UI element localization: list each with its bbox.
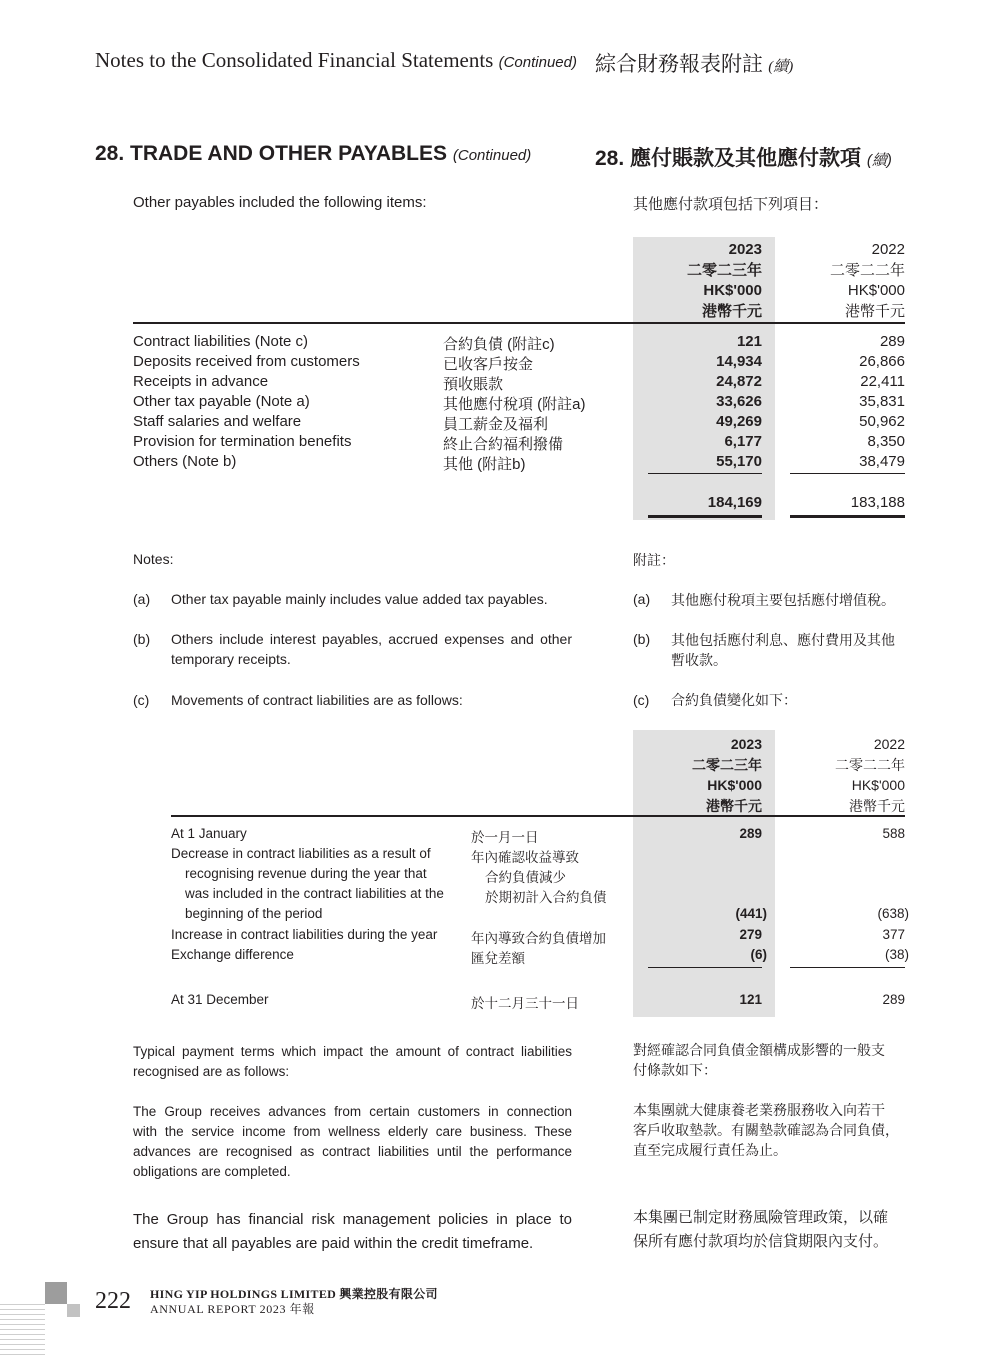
row-value-2023: 14,934 [716, 353, 762, 370]
advances-en-line1: The Group receives advances from certain customers in connection [133, 1104, 572, 1119]
footer-square-light [67, 1304, 80, 1317]
notes-heading-en: Notes: [133, 551, 174, 567]
footer-square-dark [45, 1282, 67, 1304]
table1-unit-2023-cn: 港幣千元 [701, 302, 762, 320]
terms-en-line1: Typical payment terms which impact the amount of contract liabilities [133, 1044, 572, 1059]
table2-at31dec-en: At 31 December [171, 992, 269, 1007]
table2-exchange-cn: 匯兌差額 [471, 951, 525, 966]
table2-year-2022: 2022 [873, 736, 905, 752]
table2-unit-2022-cn: 港幣千元 [849, 797, 905, 814]
row-value-2022: 289 [879, 333, 905, 350]
table1-year-2023-cn: 二零二三年 [686, 261, 762, 279]
table2-at1jan-cn: 於一月一日 [471, 830, 539, 845]
note-a-marker-en: (a) [133, 591, 151, 607]
table2-unit-2023: HK$'000 [707, 777, 762, 793]
table2-decrease-en-line1: Decrease in contract liabilities as a result of [171, 846, 431, 861]
risk-en-line1: The Group has financial risk management policies in place to [133, 1211, 572, 1228]
table2-header-2022 [790, 734, 905, 816]
table2-increase-en: Increase in contract liabilities during the year [171, 927, 438, 942]
table1-unit-2023: HK$'000 [703, 282, 762, 299]
table2-decrease-en-line4: beginning of the period [185, 906, 323, 921]
table1-unit-2022-cn: 港幣千元 [844, 302, 905, 320]
note-b-en-line2: temporary receipts. [171, 651, 291, 667]
table2-year-2022-cn: 二零二二年 [835, 756, 905, 773]
table1-header-2022 [790, 240, 905, 322]
note-b-marker-en: (b) [133, 631, 151, 647]
row-value-2023: 6,177 [724, 433, 762, 450]
advances-cn-line1: 本集團就大健康養老業務服務收入向若干 [633, 1102, 885, 1118]
table2-at1jan-2022: 588 [882, 826, 905, 841]
advances-en-line2: with the service income from wellness elderly care business. These [133, 1124, 572, 1139]
table-row [133, 333, 905, 353]
table2-at31dec-2022: 289 [882, 992, 905, 1007]
table2-subtotal-rule-2022 [790, 967, 905, 968]
table2-decrease-2022: (638) [877, 906, 909, 921]
note-a-marker-cn: (a) [633, 591, 651, 607]
notes-heading-cn: 附註： [633, 552, 675, 568]
table2-at31dec-cn: 於十二月三十一日 [471, 996, 579, 1011]
table1-year-2023: 2023 [728, 241, 762, 258]
section-title-cn-text: 28. 應付賬款及其他應付款項 [595, 147, 862, 170]
row-label-en: Receipts in advance [133, 373, 269, 390]
header-continued-en: (Continued) [498, 54, 577, 71]
footer-company: HING YIP HOLDINGS LIMITED 興業控股有限公司 [150, 1287, 438, 1301]
note-a-cn: 其他應付稅項主要包括應付增值稅。 [671, 592, 895, 608]
row-value-2022: 22,411 [860, 373, 905, 390]
risk-cn-line2: 保所有應付款項均於信貸期限內支付。 [633, 1233, 889, 1250]
note-b-en-line1: Others include interest payables, accrued expenses and other [171, 631, 572, 647]
row-value-2023: 121 [736, 333, 762, 350]
table2-year-2023: 2023 [730, 736, 762, 752]
table2-header-rule [171, 815, 905, 817]
intro-cn: 其他應付款項包括下列項目： [633, 196, 829, 213]
table-row [133, 353, 905, 373]
table1-subtotal-rule-2022 [790, 473, 905, 474]
row-label-cn: 其他 (附註b) [443, 456, 526, 473]
row-label-en: Contract liabilities (Note c) [133, 333, 309, 350]
table-row [133, 453, 905, 473]
table2-year-2023-cn: 二零二三年 [692, 756, 762, 773]
row-label-en: Others (Note b) [133, 453, 237, 470]
table2-decrease-en-line2: recognising revenue during the year that [185, 866, 427, 881]
note-c-marker-en: (c) [133, 692, 150, 708]
table2-header-2023 [633, 734, 762, 816]
row-value-2023: 24,872 [716, 373, 762, 390]
row-label-en: Deposits received from customers [133, 353, 360, 370]
footer-report: ANNUAL REPORT 2023 年報 [150, 1302, 315, 1316]
row-label-en: Provision for termination benefits [133, 433, 352, 450]
row-label-cn: 已收客戶按金 [443, 356, 534, 373]
row-label-cn: 終止合約福利撥備 [443, 436, 564, 453]
advances-en-line3: advances are recognised as contract liabilities until the performance [133, 1144, 572, 1159]
table2-exchange-2023: (6) [750, 947, 767, 962]
table2-increase-2023: 279 [739, 927, 762, 942]
row-label-cn: 其他應付稅項 (附註a) [443, 396, 586, 413]
header-title-en: Notes to the Consolidated Financial Statements [95, 48, 494, 72]
page-number: 222 [95, 1288, 131, 1314]
table1-total-2022: 183,188 [850, 494, 905, 511]
note-b-cn-line1: 其他包括應付利息、應付費用及其他 [671, 632, 895, 648]
risk-cn-line1: 本集團已制定財務風險管理政策，以確 [633, 1209, 889, 1226]
table2-at1jan-2023: 289 [739, 826, 762, 841]
note-a-en: Other tax payable mainly includes value added tax payables. [171, 591, 548, 607]
section-title-cn [595, 142, 892, 172]
table2-at31dec-2023: 121 [739, 992, 762, 1007]
header-continued-cn: (續) [768, 59, 794, 75]
row-value-2022: 50,962 [859, 413, 905, 430]
table-row [133, 433, 905, 453]
row-value-2022: 26,866 [859, 353, 905, 370]
table-row [133, 413, 905, 433]
running-header-en [95, 48, 577, 73]
section-title-en-text: 28. TRADE AND OTHER PAYABLES [95, 142, 448, 165]
risk-en-line2: ensure that all payables are paid within the credit timeframe. [133, 1235, 534, 1252]
terms-cn-line2: 付條款如下： [633, 1062, 717, 1078]
row-value-2022: 35,831 [859, 393, 905, 410]
terms-en-line2: recognised are as follows: [133, 1064, 290, 1079]
table2-increase-2022: 377 [882, 927, 905, 942]
note-c-cn: 合約負債變化如下： [671, 692, 797, 708]
table2-unit-2022: HK$'000 [851, 777, 905, 793]
table1-total-rule-2022 [790, 515, 905, 518]
row-label-cn: 合約負債 (附註c) [443, 336, 555, 353]
footer-stripe-pattern [0, 1304, 45, 1357]
terms-cn-line1: 對經確認合同負債金額構成影響的一般支 [633, 1042, 885, 1058]
table1-year-2022: 2022 [871, 241, 905, 258]
table2-subtotal-rule-2023 [648, 967, 762, 968]
intro-en: Other payables included the following items: [133, 194, 427, 211]
table2-decrease-2023: (441) [735, 906, 767, 921]
table2-decrease-en-line3: was included in the contract liabilities at the [185, 886, 444, 901]
note-b-marker-cn: (b) [633, 631, 651, 647]
table2-exchange-en: Exchange difference [171, 947, 294, 962]
table-row [133, 373, 905, 393]
table-row [133, 393, 905, 413]
table2-increase-cn: 年內導致合約負債增加 [471, 931, 606, 946]
table1-total-2023: 184,169 [707, 494, 762, 511]
row-value-2023: 49,269 [716, 413, 762, 430]
table2-decrease-cn-line2: 合約負債減少 [485, 870, 566, 885]
running-header-cn [595, 48, 793, 78]
table2-decrease-cn-line3: 於期初計入合約負債 [485, 890, 607, 905]
advances-cn-line3: 直至完成履行責任為止。 [633, 1142, 787, 1158]
header-title-cn: 綜合財務報表附註 [595, 52, 763, 76]
row-value-2022: 8,350 [867, 433, 905, 450]
table2-unit-2023-cn: 港幣千元 [706, 797, 762, 814]
table1-total-rule-2023 [648, 515, 762, 518]
table1-year-2022-cn: 二零二二年 [829, 261, 905, 279]
note-c-marker-cn: (c) [633, 692, 650, 708]
row-label-en: Staff salaries and welfare [133, 413, 302, 430]
note-b-cn-line2: 暫收款。 [671, 652, 727, 668]
section-continued-en: (Continued) [452, 147, 532, 164]
row-label-cn: 員工薪金及福利 [443, 416, 549, 433]
row-value-2023: 33,626 [716, 393, 762, 410]
note-c-en: Movements of contract liabilities are as follows: [171, 692, 463, 708]
section-title-en [95, 142, 531, 166]
section-continued-cn: (續) [866, 152, 892, 169]
table1-header-rule [133, 322, 905, 324]
table1-subtotal-rule-2023 [648, 473, 762, 474]
row-value-2023: 55,170 [716, 453, 762, 470]
advances-cn-line2: 客戶收取墊款。有關墊款確認為合同負債， [633, 1122, 899, 1138]
table2-decrease-cn-line1: 年內確認收益導致 [471, 850, 579, 865]
row-value-2022: 38,479 [859, 453, 905, 470]
table1-unit-2022: HK$'000 [847, 282, 905, 299]
table1-header-2023 [633, 240, 762, 322]
table2-exchange-2022: (38) [884, 947, 909, 962]
row-label-cn: 預收賬款 [443, 376, 504, 393]
row-label-en: Other tax payable (Note a) [133, 393, 310, 410]
table2-at1jan-en: At 1 January [171, 826, 247, 841]
advances-en-line4: obligations are completed. [133, 1164, 291, 1179]
